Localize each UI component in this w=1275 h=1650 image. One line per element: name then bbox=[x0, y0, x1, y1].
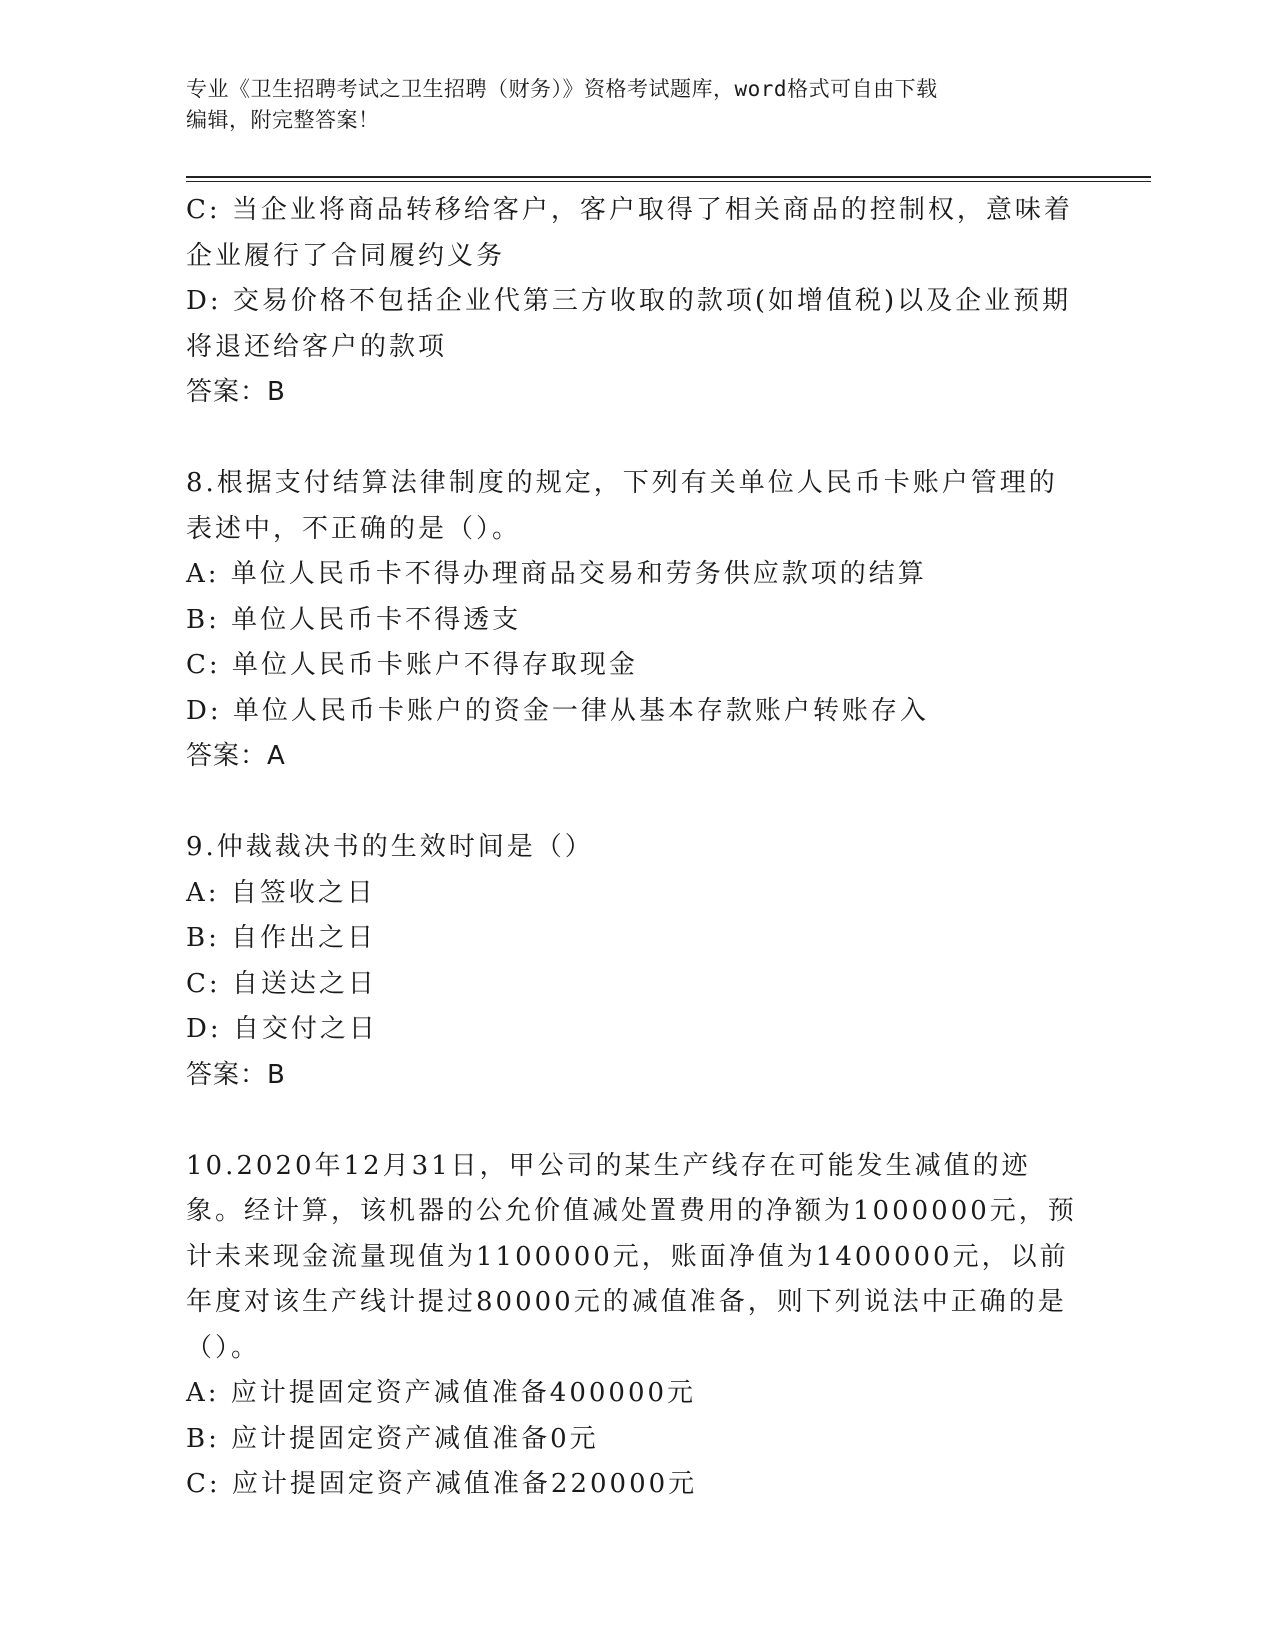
option-d: D: 交易价格不包括企业代第三方收取的款项(如增值税)以及企业预期将退还给客户的款项 bbox=[186, 286, 1072, 362]
spacer bbox=[186, 1098, 1086, 1144]
question-10 bbox=[186, 1144, 1086, 1508]
option-c: C: 单位人民币卡账户不得存取现金 bbox=[186, 650, 638, 680]
option-d: D: 单位人民币卡账户的资金一律从基本存款账户转账存入 bbox=[186, 695, 929, 726]
answer: 答案：B bbox=[186, 1059, 286, 1090]
option-a: A: 单位人民币卡不得办理商品交易和劳务供应款项的结算 bbox=[186, 559, 927, 589]
header-line-2: 编辑，附完整答案！ bbox=[186, 108, 380, 132]
question-content bbox=[186, 188, 1086, 1508]
question-7-continued bbox=[186, 188, 1086, 416]
option-b: B: 单位人民币卡不得透支 bbox=[186, 604, 522, 635]
option-b: B: 自作出之日 bbox=[186, 923, 377, 953]
question-8 bbox=[186, 461, 1086, 780]
option-d: D: 自交付之日 bbox=[186, 1014, 378, 1044]
header-divider-thick bbox=[186, 176, 1151, 178]
question-stem: 10.2020年12月31日，甲公司的某生产线存在可能发生减值的迹象。经计算，该机器的公允价值减处置费用的净额为1000000元，预计未来现金流量现值为1100000元，账面净值为1400000元，以前年度对该生产线计提过80000元的减值准备，则下列说法中正确的是（）。 bbox=[186, 1150, 1077, 1363]
spacer bbox=[186, 416, 1086, 462]
header-divider-thin bbox=[186, 181, 1151, 182]
question-9 bbox=[186, 825, 1086, 1098]
option-c: C: 应计提固定资产减值准备220000元 bbox=[186, 1469, 698, 1499]
question-stem: 9.仲裁裁决书的生效时间是（） bbox=[186, 832, 594, 862]
option-c: C: 自送达之日 bbox=[186, 968, 377, 999]
spacer bbox=[186, 780, 1086, 826]
option-a: A: 应计提固定资产减值准备400000元 bbox=[186, 1378, 697, 1408]
question-stem: 8.根据支付结算法律制度的规定，下列有关单位人民币卡账户管理的表述中，不正确的是（）。 bbox=[186, 468, 1058, 544]
answer: 答案：B bbox=[186, 377, 286, 407]
answer: 答案：A bbox=[186, 741, 286, 771]
page-header bbox=[186, 74, 1086, 136]
option-a: A: 自签收之日 bbox=[186, 877, 376, 908]
option-c: C: 当企业将商品转移给客户，客户取得了相关商品的控制权，意味着企业履行了合同履约义务 bbox=[186, 195, 1073, 271]
option-b: B: 应计提固定资产减值准备0元 bbox=[186, 1423, 599, 1454]
header-line-1: 专业《卫生招聘考试之卫生招聘（财务）》资格考试题库，word格式可自由下载 bbox=[186, 77, 938, 101]
